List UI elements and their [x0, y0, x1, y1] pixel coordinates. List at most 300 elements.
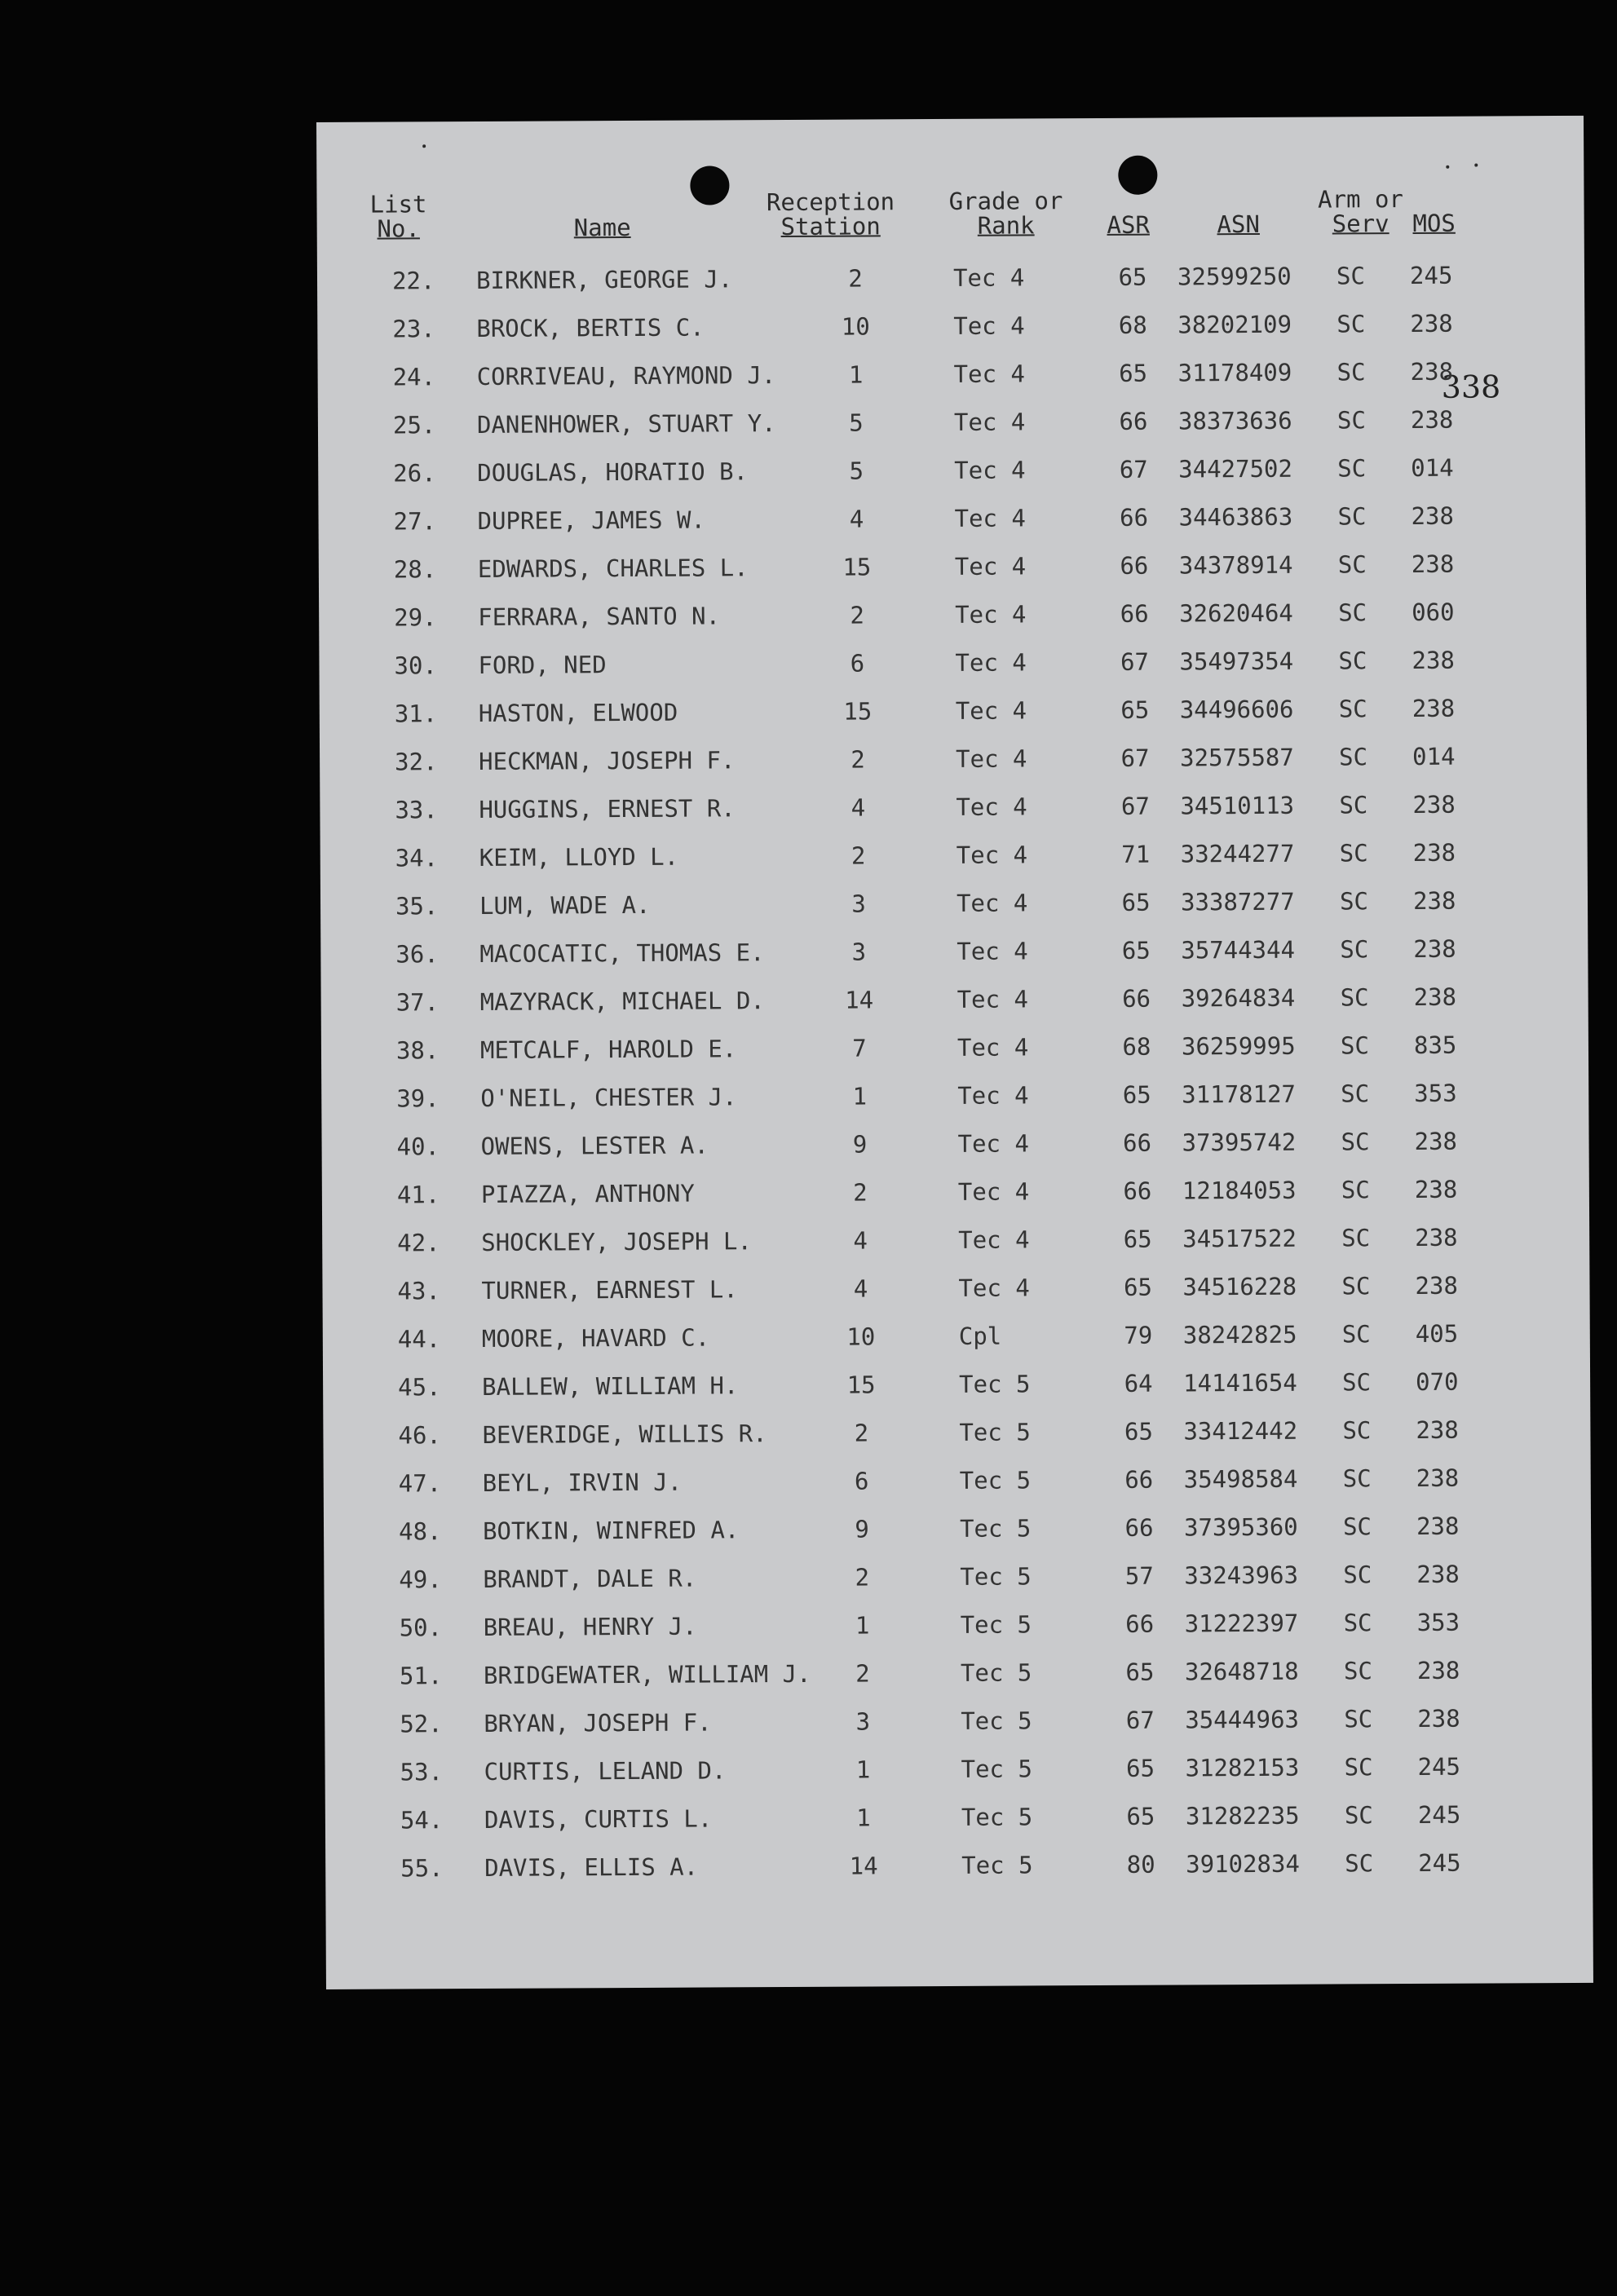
- name-cell: BEVERIDGE, WILLIS R.: [482, 1420, 767, 1449]
- table-row: [317, 258, 1584, 298]
- station-cell: 4: [850, 793, 866, 822]
- arm-cell: SC: [1343, 1561, 1372, 1589]
- rank-cell: Tec 4: [953, 408, 1026, 436]
- arm-cell: SC: [1345, 1849, 1374, 1878]
- asr-cell: 71: [1121, 840, 1151, 868]
- list-number-cell: 55.: [400, 1854, 444, 1883]
- station-cell: 3: [851, 890, 866, 918]
- table-row: [325, 1798, 1593, 1837]
- arm-cell: SC: [1340, 1031, 1369, 1060]
- header-text: Name: [573, 213, 631, 242]
- rank-cell: Tec 5: [961, 1851, 1033, 1879]
- table-row: [323, 1317, 1590, 1356]
- asn-cell: 34510113: [1180, 791, 1295, 820]
- mos-cell: 238: [1410, 357, 1454, 386]
- asn-cell: 31282235: [1185, 1801, 1300, 1830]
- arm-cell: SC: [1341, 1176, 1370, 1204]
- name-cell: BROCK, BERTIS C.: [476, 313, 705, 342]
- mos-cell: 238: [1411, 550, 1455, 578]
- name-cell: OWENS, LESTER A.: [480, 1131, 709, 1160]
- list-number-cell: 38.: [395, 1036, 440, 1065]
- station-cell: 2: [850, 601, 864, 629]
- name-cell: BREAU, HENRY J.: [483, 1612, 697, 1641]
- asr-cell: 65: [1120, 695, 1150, 724]
- name-cell: CORRIVEAU, RAYMOND J.: [476, 361, 776, 391]
- mos-cell: 238: [1415, 1271, 1458, 1300]
- station-cell: 1: [852, 1082, 868, 1110]
- table-row: [319, 643, 1586, 682]
- asr-cell: 65: [1124, 1417, 1153, 1446]
- table-row: [321, 980, 1588, 1019]
- list-number-cell: 49.: [399, 1565, 442, 1594]
- arm-cell: SC: [1342, 1512, 1372, 1541]
- rank-cell: Tec 4: [955, 648, 1027, 677]
- name-cell: BRYAN, JOSEPH F.: [484, 1708, 712, 1737]
- rank-cell: Tec 4: [955, 600, 1027, 629]
- asn-cell: 34378914: [1178, 550, 1293, 580]
- name-cell: HUGGINS, ERNEST R.: [479, 794, 736, 823]
- table-row: [321, 1124, 1588, 1163]
- list-number-cell: 52.: [400, 1710, 443, 1738]
- asn-cell: 39102834: [1186, 1849, 1300, 1879]
- list-number-cell: 46.: [398, 1421, 441, 1450]
- list-number-cell: 29.: [394, 603, 437, 632]
- rank-cell: Tec 4: [957, 1081, 1029, 1110]
- arm-cell: SC: [1340, 935, 1369, 964]
- header-mos: [1402, 211, 1467, 236]
- mos-cell: 238: [1412, 790, 1456, 819]
- mos-cell: 238: [1416, 1560, 1460, 1588]
- station-cell: 5: [849, 408, 864, 437]
- punch-hole: [1118, 156, 1157, 195]
- header-list-no: [349, 192, 447, 241]
- list-number-cell: 47.: [398, 1469, 442, 1498]
- list-number-cell: 37.: [395, 988, 440, 1017]
- name-cell: BIRKNER, GEORGE J.: [475, 265, 733, 294]
- rank-cell: Tec 5: [961, 1755, 1032, 1783]
- name-cell: BRIDGEWATER, WILLIAM J.: [483, 1659, 811, 1689]
- table-row: [324, 1557, 1591, 1596]
- table-row: [322, 1172, 1589, 1212]
- asn-cell: 33412442: [1183, 1416, 1298, 1446]
- arm-cell: SC: [1341, 1128, 1370, 1156]
- header-text: Grade or: [948, 187, 1063, 215]
- arm-cell: SC: [1338, 695, 1367, 723]
- table-row: [322, 1269, 1589, 1308]
- name-cell: CURTIS, LELAND D.: [484, 1756, 727, 1786]
- list-number-cell: 32.: [395, 748, 438, 776]
- list-number-cell: 45.: [398, 1373, 441, 1402]
- mos-cell: 353: [1416, 1608, 1460, 1636]
- station-cell: 2: [855, 1563, 870, 1592]
- mos-cell: 245: [1417, 1800, 1461, 1829]
- table-row: [324, 1509, 1591, 1548]
- rank-cell: Tec 5: [959, 1514, 1032, 1543]
- name-cell: DOUGLAS, HORATIO B.: [477, 457, 749, 487]
- asr-cell: 66: [1120, 599, 1149, 628]
- table-row: [318, 355, 1585, 394]
- rank-cell: Tec 5: [960, 1562, 1032, 1591]
- name-cell: MOORE, HAVARD C.: [481, 1323, 710, 1353]
- asn-cell: 39264834: [1181, 983, 1296, 1013]
- list-number-cell: 23.: [392, 315, 435, 343]
- asn-cell: 38202109: [1177, 310, 1292, 339]
- station-cell: 6: [850, 649, 865, 678]
- asr-cell: 65: [1126, 1802, 1155, 1830]
- mos-cell: 238: [1413, 982, 1457, 1011]
- asn-cell: 34427502: [1178, 454, 1293, 483]
- arm-cell: SC: [1342, 1416, 1372, 1445]
- station-cell: 10: [841, 312, 870, 341]
- arm-cell: SC: [1344, 1753, 1373, 1782]
- mos-cell: 238: [1410, 405, 1454, 434]
- mos-cell: 014: [1412, 742, 1456, 770]
- station-cell: 4: [849, 505, 864, 533]
- asr-cell: 65: [1125, 1658, 1155, 1686]
- station-cell: 2: [854, 1419, 869, 1447]
- rank-cell: Tec 4: [953, 311, 1025, 340]
- list-number-cell: 42.: [397, 1229, 440, 1257]
- asr-cell: 66: [1123, 1177, 1152, 1205]
- list-number-cell: 28.: [393, 555, 437, 584]
- rank-cell: Tec 5: [960, 1658, 1032, 1687]
- rank-cell: Tec 4: [957, 1033, 1029, 1062]
- name-cell: BALLEW, WILLIAM H.: [482, 1371, 739, 1401]
- header-text: Serv: [1332, 210, 1389, 238]
- page-number: 338: [1441, 369, 1501, 405]
- asn-cell: 33244277: [1180, 839, 1295, 868]
- asn-cell: 36259995: [1181, 1031, 1296, 1061]
- name-cell: LUM, WADE A.: [479, 890, 651, 920]
- station-cell: 15: [842, 553, 872, 581]
- header-text: List: [369, 190, 427, 219]
- station-cell: 2: [848, 264, 863, 293]
- table-row: [319, 595, 1586, 634]
- station-cell: 1: [855, 1755, 871, 1784]
- asr-cell: 65: [1123, 1273, 1153, 1301]
- asr-cell: 65: [1121, 936, 1151, 965]
- rank-cell: Tec 4: [954, 456, 1026, 484]
- arm-cell: SC: [1341, 1080, 1370, 1108]
- table-row: [321, 1028, 1588, 1067]
- mos-cell: 353: [1414, 1079, 1457, 1107]
- name-cell: DUPREE, JAMES W.: [477, 506, 706, 535]
- rank-cell: Tec 5: [959, 1418, 1031, 1446]
- mos-cell: 238: [1415, 1223, 1458, 1252]
- arm-cell: SC: [1337, 550, 1367, 579]
- arm-cell: SC: [1344, 1705, 1373, 1733]
- table-row: [319, 547, 1586, 586]
- asn-cell: 35444963: [1185, 1705, 1300, 1734]
- asr-cell: 57: [1124, 1561, 1154, 1590]
- table-row: [320, 932, 1588, 971]
- mos-cell: 238: [1417, 1704, 1460, 1733]
- asr-cell: 66: [1120, 551, 1149, 580]
- table-row: [318, 451, 1585, 490]
- station-cell: 6: [854, 1467, 869, 1495]
- asn-cell: 31222397: [1184, 1609, 1299, 1638]
- list-number-cell: 39.: [396, 1084, 440, 1113]
- rank-cell: Tec 4: [957, 1177, 1030, 1206]
- asr-cell: 68: [1122, 1032, 1151, 1061]
- name-cell: BRANDT, DALE R.: [483, 1564, 697, 1593]
- asn-cell: 34496606: [1179, 695, 1294, 724]
- mos-cell: 014: [1411, 453, 1454, 482]
- list-number-cell: 24.: [392, 363, 436, 391]
- rank-cell: Tec 4: [956, 889, 1028, 917]
- header-text: Arm or: [1318, 185, 1403, 214]
- mos-cell: 238: [1414, 1127, 1458, 1155]
- punch-hole: [690, 166, 729, 205]
- list-number-cell: 22.: [391, 267, 435, 295]
- name-cell: MACOCATIC, THOMAS E.: [479, 938, 765, 968]
- asr-cell: 66: [1124, 1465, 1154, 1494]
- rank-cell: Tec 5: [960, 1610, 1032, 1639]
- mos-cell: 070: [1416, 1367, 1459, 1396]
- asn-cell: 38242825: [1182, 1320, 1297, 1349]
- arm-cell: SC: [1342, 1464, 1372, 1493]
- asn-cell: 32599250: [1177, 262, 1292, 291]
- station-cell: 1: [855, 1611, 870, 1640]
- header-asn: [1190, 212, 1288, 237]
- station-cell: 3: [855, 1707, 871, 1736]
- arm-cell: SC: [1339, 791, 1368, 819]
- arm-cell: SC: [1341, 1272, 1371, 1300]
- station-cell: 4: [853, 1274, 868, 1303]
- asn-cell: 35497354: [1179, 647, 1294, 676]
- mos-cell: 060: [1412, 598, 1455, 626]
- header-text: ASN: [1217, 210, 1260, 239]
- asn-cell: 38373636: [1177, 406, 1292, 435]
- station-cell: 2: [855, 1659, 870, 1688]
- list-number-cell: 50.: [399, 1614, 443, 1642]
- table-row: [325, 1654, 1592, 1693]
- mos-cell: 245: [1409, 261, 1453, 289]
- mos-cell: 238: [1412, 886, 1456, 915]
- name-cell: METCALF, HAROLD E.: [479, 1035, 737, 1064]
- header-text: Rank: [977, 211, 1035, 240]
- station-cell: 2: [850, 745, 865, 774]
- arm-cell: SC: [1341, 1224, 1371, 1252]
- station-cell: 1: [856, 1804, 871, 1832]
- station-cell: 9: [855, 1515, 869, 1543]
- asn-cell: 32575587: [1180, 743, 1294, 772]
- arm-cell: SC: [1336, 262, 1366, 290]
- arm-cell: SC: [1338, 598, 1367, 627]
- rank-cell: Tec 4: [958, 1225, 1030, 1254]
- name-cell: BEYL, IRVIN J.: [482, 1468, 683, 1497]
- asn-cell: 33243963: [1184, 1561, 1299, 1590]
- list-number-cell: 26.: [393, 459, 436, 488]
- list-number-cell: 34.: [395, 844, 439, 872]
- mos-cell: 238: [1411, 501, 1455, 530]
- rank-cell: Tec 4: [954, 552, 1027, 581]
- list-number-cell: 53.: [400, 1758, 444, 1786]
- asr-cell: 66: [1125, 1609, 1155, 1638]
- mos-cell: 245: [1418, 1848, 1461, 1877]
- asn-cell: 35744344: [1181, 935, 1296, 965]
- arm-cell: SC: [1336, 310, 1366, 338]
- rank-cell: Tec 4: [958, 1274, 1030, 1302]
- header-asr: [1092, 210, 1165, 239]
- asr-cell: 65: [1118, 263, 1147, 291]
- name-cell: HASTON, ELWOOD: [478, 698, 678, 727]
- paper-speck: [1446, 166, 1449, 169]
- asr-cell: 67: [1119, 455, 1148, 483]
- rank-cell: Cpl: [958, 1322, 1002, 1350]
- name-cell: DAVIS, CURTIS L.: [484, 1804, 713, 1834]
- arm-cell: SC: [1339, 839, 1368, 868]
- asn-cell: 37395360: [1183, 1512, 1298, 1542]
- station-cell: 15: [846, 1371, 876, 1399]
- asn-cell: 31282153: [1185, 1753, 1300, 1782]
- asr-cell: 68: [1118, 311, 1147, 339]
- asn-cell: 32648718: [1184, 1657, 1299, 1686]
- asn-cell: 34516228: [1182, 1272, 1297, 1301]
- rank-cell: Tec 4: [956, 744, 1027, 773]
- asn-cell: 14141654: [1183, 1368, 1297, 1397]
- name-cell: O'NEIL, CHESTER J.: [480, 1083, 737, 1112]
- table-row: [322, 1221, 1589, 1260]
- header-text: MOS: [1412, 209, 1456, 237]
- table-row: [324, 1461, 1591, 1500]
- rank-cell: Tec 4: [956, 841, 1028, 869]
- table-row: [325, 1702, 1592, 1741]
- asr-cell: 67: [1120, 744, 1150, 772]
- mos-cell: 238: [1410, 309, 1453, 338]
- paper-speck: [422, 144, 426, 148]
- asn-cell: 35498584: [1183, 1464, 1298, 1494]
- list-number-cell: 54.: [400, 1806, 444, 1835]
- asn-cell: 34463863: [1178, 502, 1293, 532]
- rank-cell: Tec 4: [953, 360, 1026, 388]
- mos-cell: 238: [1412, 646, 1455, 674]
- roster-page: [316, 116, 1593, 1989]
- list-number-cell: 41.: [396, 1181, 440, 1209]
- arm-cell: SC: [1343, 1657, 1372, 1685]
- name-cell: KEIM, LLOYD L.: [479, 842, 679, 872]
- arm-cell: SC: [1339, 743, 1368, 771]
- arm-cell: SC: [1344, 1801, 1373, 1830]
- asr-cell: 66: [1119, 407, 1148, 435]
- mos-cell: 238: [1416, 1464, 1460, 1492]
- asr-cell: 65: [1123, 1225, 1152, 1253]
- mos-cell: 238: [1416, 1512, 1460, 1540]
- list-number-cell: 36.: [395, 940, 439, 969]
- rank-cell: Tec 4: [956, 793, 1027, 821]
- rank-cell: Tec 4: [955, 696, 1027, 725]
- table-row: [320, 740, 1587, 779]
- list-number-cell: 48.: [398, 1517, 442, 1546]
- station-cell: 14: [849, 1852, 878, 1880]
- table-row: [320, 691, 1587, 731]
- list-number-cell: 51.: [399, 1662, 443, 1690]
- asr-cell: 80: [1126, 1850, 1155, 1879]
- arm-cell: SC: [1338, 647, 1367, 675]
- name-cell: MAZYRACK, MICHAEL D.: [479, 987, 765, 1016]
- asr-cell: 66: [1119, 503, 1149, 532]
- asn-cell: 34517522: [1182, 1224, 1297, 1253]
- header-text: Reception: [766, 188, 895, 217]
- asn-cell: 31178127: [1182, 1080, 1297, 1109]
- list-number-cell: 25.: [392, 411, 436, 439]
- paper-speck: [1474, 164, 1478, 167]
- arm-cell: SC: [1343, 1609, 1372, 1637]
- list-number-cell: 27.: [393, 507, 437, 536]
- name-cell: SHOCKLEY, JOSEPH L.: [481, 1227, 753, 1256]
- list-number-cell: 43.: [397, 1277, 440, 1305]
- arm-cell: SC: [1339, 887, 1369, 916]
- asr-cell: 66: [1122, 984, 1151, 1013]
- rank-cell: Tec 4: [957, 937, 1028, 965]
- station-cell: 14: [845, 986, 874, 1014]
- name-cell: EDWARDS, CHARLES L.: [477, 554, 749, 583]
- asr-cell: 65: [1121, 888, 1151, 916]
- header-name: [554, 215, 652, 241]
- station-cell: 9: [852, 1130, 868, 1159]
- table-row: [318, 403, 1585, 442]
- asr-cell: 66: [1123, 1128, 1152, 1157]
- name-cell: DAVIS, ELLIS A.: [484, 1852, 699, 1882]
- table-row: [321, 1076, 1588, 1115]
- table-row: [325, 1750, 1592, 1789]
- station-cell: 1: [848, 360, 864, 389]
- name-cell: PIAZZA, ANTHONY: [480, 1179, 695, 1208]
- name-cell: FERRARA, SANTO N.: [478, 602, 721, 631]
- list-number-cell: 30.: [394, 651, 437, 680]
- arm-cell: SC: [1340, 983, 1369, 1012]
- name-cell: FORD, NED: [478, 651, 607, 679]
- table-row: [325, 1605, 1592, 1645]
- station-cell: 7: [852, 1034, 867, 1062]
- mos-cell: 238: [1416, 1656, 1460, 1684]
- rank-cell: Tec 4: [957, 1129, 1029, 1158]
- table-row: [323, 1365, 1590, 1404]
- mos-cell: 835: [1413, 1031, 1457, 1059]
- name-cell: TURNER, EARNEST L.: [481, 1275, 738, 1305]
- table-row: [320, 788, 1587, 827]
- asn-cell: 32620464: [1179, 598, 1293, 628]
- rank-cell: Tec 4: [952, 263, 1025, 292]
- arm-cell: SC: [1342, 1368, 1372, 1397]
- asr-cell: 66: [1124, 1513, 1154, 1542]
- arm-cell: SC: [1341, 1320, 1371, 1349]
- asn-cell: 31178409: [1177, 358, 1292, 387]
- list-number-cell: 31.: [394, 700, 438, 728]
- station-cell: 4: [853, 1226, 868, 1255]
- mos-cell: 238: [1414, 1175, 1458, 1203]
- arm-cell: SC: [1336, 406, 1366, 435]
- station-cell: 2: [853, 1178, 868, 1207]
- station-cell: 3: [851, 938, 867, 966]
- asr-cell: 67: [1120, 792, 1150, 820]
- arm-cell: SC: [1337, 454, 1367, 483]
- table-row: [325, 1846, 1593, 1885]
- rank-cell: Tec 5: [959, 1370, 1031, 1398]
- rank-cell: Tec 5: [961, 1803, 1033, 1831]
- header-grade: [928, 188, 1083, 238]
- station-cell: 5: [849, 457, 864, 485]
- asr-cell: 65: [1122, 1080, 1151, 1109]
- mos-cell: 405: [1415, 1319, 1459, 1348]
- asn-cell: 37395742: [1182, 1128, 1297, 1157]
- table-row: [320, 884, 1588, 923]
- list-number-cell: 44.: [397, 1325, 441, 1353]
- station-cell: 10: [846, 1322, 876, 1351]
- mos-cell: 245: [1417, 1752, 1461, 1781]
- asr-cell: 65: [1119, 359, 1148, 387]
- table-row: [320, 836, 1588, 875]
